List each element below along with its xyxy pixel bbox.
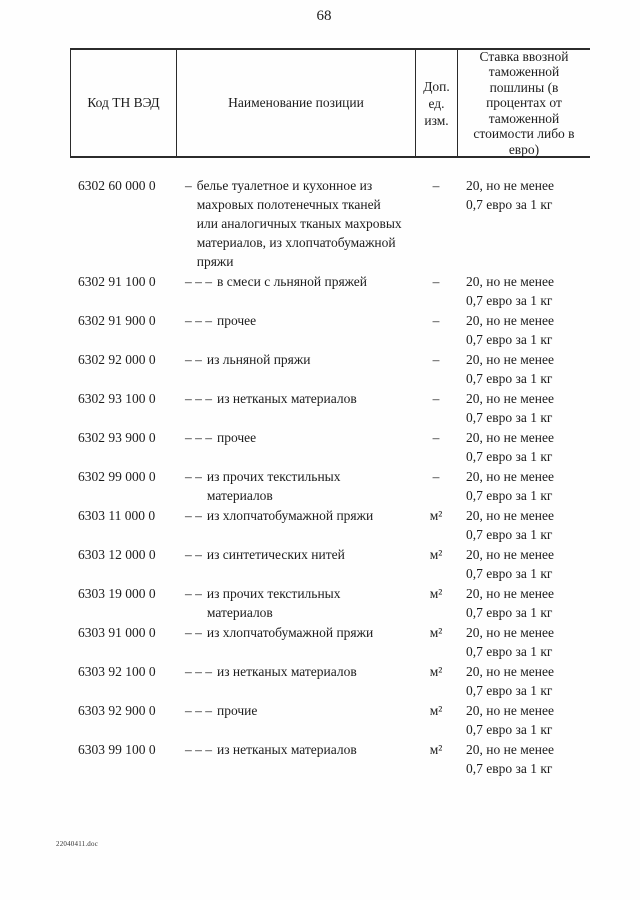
code-cell: 6303 91 000 0 bbox=[78, 625, 156, 640]
indent-dashes: – – – bbox=[185, 703, 212, 718]
table-row bbox=[78, 545, 592, 583]
rate-cell bbox=[466, 428, 592, 466]
name-cell bbox=[185, 623, 413, 642]
rate-line-2: 0,7 евро за 1 кг bbox=[466, 371, 553, 386]
rate-line-1: 20, но не менее bbox=[466, 313, 554, 328]
rate-cell bbox=[466, 389, 592, 427]
code-cell: 6303 99 100 0 bbox=[78, 742, 156, 757]
unit-cell: м² bbox=[429, 625, 443, 640]
position-name: из синтетических нитей bbox=[206, 547, 345, 562]
table-row bbox=[78, 740, 592, 778]
rate-line-1: 20, но не менее bbox=[466, 508, 554, 523]
unit-cell: – bbox=[432, 391, 440, 406]
rate-line-1: 20, но не менее bbox=[466, 547, 554, 562]
code-cell: 6302 92 000 0 bbox=[78, 352, 156, 367]
rate-cell bbox=[466, 623, 592, 661]
rate-cell bbox=[466, 545, 592, 583]
unit-cell: – bbox=[432, 430, 440, 445]
rate-line-1: 20, но не менее bbox=[466, 625, 554, 640]
indent-dashes: – – – bbox=[185, 430, 212, 445]
header-cell-rate: Ставка ввозной таможенной пошлины (в процентах от таможенной стоимости либо в евро) bbox=[473, 49, 575, 157]
rate-cell bbox=[466, 272, 592, 310]
rate-line-1: 20, но не менее bbox=[466, 391, 554, 406]
code-cell: 6302 91 900 0 bbox=[78, 313, 156, 328]
rate-line-1: 20, но не менее bbox=[466, 469, 554, 484]
header-cell-name: Наименование позиции bbox=[176, 50, 415, 156]
rate-cell bbox=[466, 662, 592, 700]
name-cell bbox=[185, 176, 413, 271]
indent-dashes: – – – bbox=[185, 274, 212, 289]
table-row bbox=[78, 467, 592, 505]
indent-dashes: – – – bbox=[185, 664, 212, 679]
rate-line-2: 0,7 евро за 1 кг bbox=[466, 197, 553, 212]
unit-cell: – bbox=[432, 469, 440, 484]
name-cell bbox=[185, 428, 413, 447]
rate-line-1: 20, но не менее bbox=[466, 703, 554, 718]
rate-cell bbox=[466, 506, 592, 544]
rate-line-1: 20, но не менее bbox=[466, 742, 554, 757]
indent-dashes: – bbox=[185, 178, 192, 193]
header-cell-unit: Доп. ед. изм. bbox=[415, 50, 458, 156]
code-cell: 6303 92 100 0 bbox=[78, 664, 156, 679]
unit-cell: м² bbox=[429, 664, 443, 679]
position-name: белье туалетное и кухонное из махровых полотенечных тканей или аналогичных тканых махровых материалов, из хлопчатобумажной пряжи bbox=[196, 178, 402, 269]
table-row bbox=[78, 272, 592, 310]
rate-line-1: 20, но не менее bbox=[466, 430, 554, 445]
position-name: из хлопчатобумажной пряжи bbox=[206, 625, 374, 640]
header-cell-code: Код ТН ВЭД bbox=[70, 50, 176, 156]
rate-line-2: 0,7 евро за 1 кг bbox=[466, 761, 553, 776]
table-row bbox=[78, 506, 592, 544]
code-cell: 6302 60 000 0 bbox=[78, 178, 156, 193]
unit-cell: – bbox=[432, 352, 440, 367]
table-row bbox=[78, 623, 592, 661]
position-name: в смеси с льняной пряжей bbox=[217, 274, 368, 289]
rate-cell bbox=[466, 350, 592, 388]
position-name: из льняной пряжи bbox=[206, 352, 311, 367]
rate-line-2: 0,7 евро за 1 кг bbox=[466, 566, 553, 581]
unit-cell: – bbox=[432, 313, 440, 328]
position-name: из нетканых материалов bbox=[217, 742, 357, 757]
name-cell bbox=[185, 350, 413, 369]
name-cell bbox=[185, 740, 413, 759]
rate-line-2: 0,7 евро за 1 кг bbox=[466, 488, 553, 503]
unit-cell: м² bbox=[429, 703, 443, 718]
table-row bbox=[78, 176, 592, 271]
position-name: из нетканых материалов bbox=[217, 664, 357, 679]
rate-line-1: 20, но не менее bbox=[466, 352, 554, 367]
unit-cell: м² bbox=[429, 742, 443, 757]
unit-cell: м² bbox=[429, 547, 443, 562]
rate-line-2: 0,7 евро за 1 кг bbox=[466, 605, 553, 620]
position-name: из хлопчатобумажной пряжи bbox=[206, 508, 374, 523]
indent-dashes: – – bbox=[185, 547, 202, 562]
code-cell: 6303 19 000 0 bbox=[78, 586, 156, 601]
code-cell: 6302 93 900 0 bbox=[78, 430, 156, 445]
rate-cell bbox=[466, 701, 592, 739]
name-cell bbox=[185, 506, 413, 525]
table-row bbox=[78, 350, 592, 388]
unit-cell: м² bbox=[429, 508, 443, 523]
rate-cell bbox=[466, 311, 592, 349]
table-row bbox=[78, 662, 592, 700]
indent-dashes: – – bbox=[185, 508, 202, 523]
position-name: из нетканых материалов bbox=[217, 391, 357, 406]
page-number: 68 bbox=[316, 8, 332, 24]
table-row bbox=[78, 701, 592, 739]
indent-dashes: – – – bbox=[185, 313, 212, 328]
rate-line-2: 0,7 евро за 1 кг bbox=[466, 410, 553, 425]
unit-cell: – bbox=[432, 274, 440, 289]
name-cell bbox=[185, 389, 413, 408]
code-cell: 6302 99 000 0 bbox=[78, 469, 156, 484]
rate-line-2: 0,7 евро за 1 кг bbox=[466, 293, 553, 308]
rate-line-2: 0,7 евро за 1 кг bbox=[466, 527, 553, 542]
rate-line-2: 0,7 евро за 1 кг bbox=[466, 683, 553, 698]
code-cell: 6303 12 000 0 bbox=[78, 547, 156, 562]
name-cell bbox=[185, 467, 413, 505]
position-name: прочее bbox=[217, 313, 257, 328]
rate-line-1: 20, но не менее bbox=[466, 178, 554, 193]
indent-dashes: – – – bbox=[185, 742, 212, 757]
name-cell bbox=[185, 272, 413, 291]
code-cell: 6302 91 100 0 bbox=[78, 274, 156, 289]
rate-cell bbox=[466, 467, 592, 505]
code-cell: 6303 92 900 0 bbox=[78, 703, 156, 718]
table-row bbox=[78, 584, 592, 622]
rate-cell bbox=[466, 176, 592, 214]
indent-dashes: – – – bbox=[185, 391, 212, 406]
table-body bbox=[78, 176, 592, 779]
rate-line-2: 0,7 евро за 1 кг bbox=[466, 644, 553, 659]
indent-dashes: – – bbox=[185, 352, 202, 367]
indent-dashes: – – bbox=[185, 625, 202, 640]
rate-line-2: 0,7 евро за 1 кг bbox=[466, 449, 553, 464]
unit-cell: м² bbox=[429, 586, 443, 601]
position-name: из прочих текстильных материалов bbox=[206, 586, 341, 620]
code-cell: 6302 93 100 0 bbox=[78, 391, 156, 406]
rate-line-2: 0,7 евро за 1 кг bbox=[466, 722, 553, 737]
code-cell: 6303 11 000 0 bbox=[78, 508, 156, 523]
rate-line-2: 0,7 евро за 1 кг bbox=[466, 332, 553, 347]
table-row bbox=[78, 389, 592, 427]
rate-line-1: 20, но не менее bbox=[466, 586, 554, 601]
name-cell bbox=[185, 545, 413, 564]
table-row bbox=[78, 428, 592, 466]
name-cell bbox=[185, 701, 413, 720]
rate-line-1: 20, но не менее bbox=[466, 274, 554, 289]
name-cell bbox=[185, 584, 413, 622]
name-cell bbox=[185, 311, 413, 330]
rate-cell bbox=[466, 584, 592, 622]
position-name: прочие bbox=[217, 703, 258, 718]
indent-dashes: – – bbox=[185, 586, 202, 601]
unit-cell: – bbox=[432, 178, 440, 193]
table-header bbox=[70, 48, 590, 158]
table-row bbox=[78, 311, 592, 349]
position-name: прочее bbox=[217, 430, 257, 445]
rate-line-1: 20, но не менее bbox=[466, 664, 554, 679]
indent-dashes: – – bbox=[185, 469, 202, 484]
footer-filename: 22040411.doc bbox=[56, 840, 98, 848]
name-cell bbox=[185, 662, 413, 681]
rate-cell bbox=[466, 740, 592, 778]
position-name: из прочих текстильных материалов bbox=[206, 469, 341, 503]
